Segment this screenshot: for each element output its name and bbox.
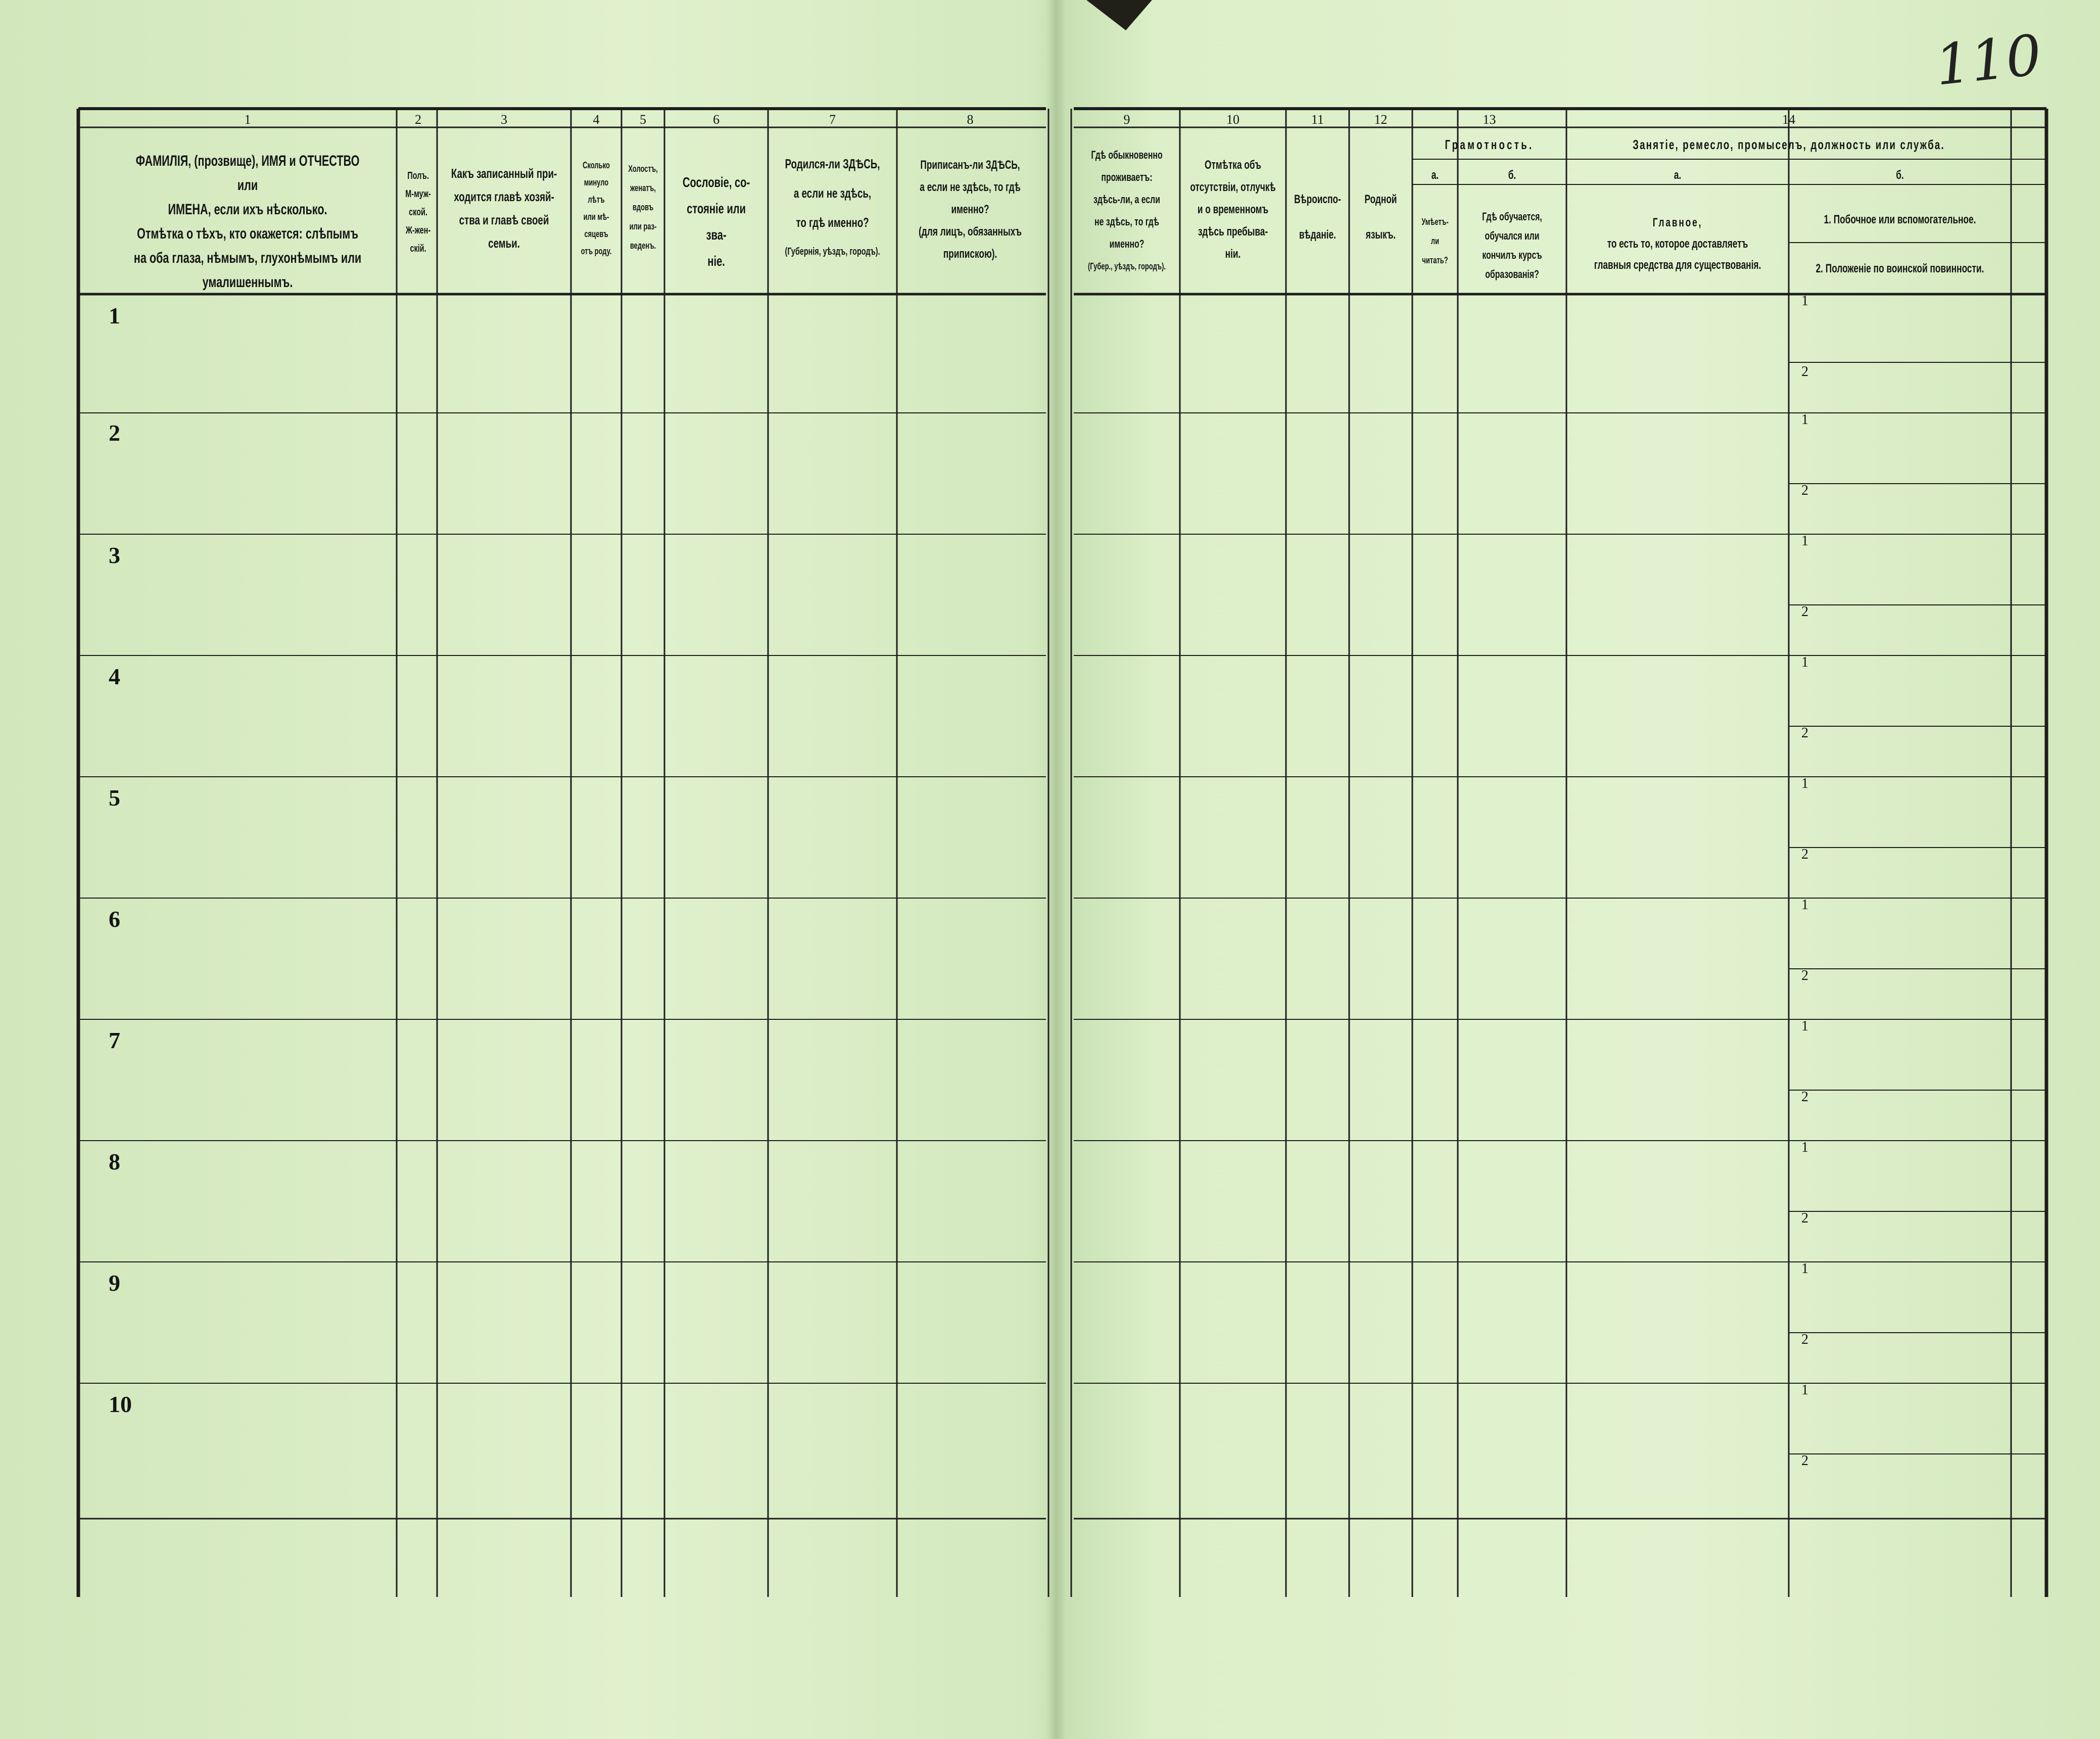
colnum-12: 12 [1374,112,1388,127]
header-col14a: а. [1674,168,1682,182]
colnum-6: 6 [713,112,720,127]
header-col2: Полъ. М-муж- ской. Ж-жен- скій. [405,170,431,254]
colnum-14: 14 [1782,112,1795,127]
sub-number-2: 2 [1801,364,1808,380]
header-col13a-text: Умѣетъ- ли читать? [1421,217,1449,265]
sub-number-1: 1 [1801,1018,1808,1034]
sub-number-2: 2 [1801,847,1808,862]
sub-number-1: 1 [1801,1382,1808,1398]
header-col6: Сословіе, со- стояніе или зва- ніе. [682,174,750,269]
sub-number-2: 2 [1801,968,1808,983]
colnum-8: 8 [967,112,974,127]
header-col4: Сколько минуло лѣтъ или мѣ- сяцевъ отъ роду. [581,160,612,256]
colnum-4: 4 [593,112,600,127]
colnum-11: 11 [1311,112,1324,127]
header-col11: Вѣроиспо- вѣданіе. [1294,193,1341,242]
sub-number-2: 2 [1801,1210,1808,1226]
header-col1: ФАМИЛІЯ, (прозвище), ИМЯ и ОТЧЕСТВО или ИМЕНА, если ихъ нѣсколько. Отмѣтка о тѣхъ, кто окажется: слѣпымъ на оба глаза, нѣмымъ, глухонѣмымъ или умалишеннымъ. [133,153,362,291]
sub-number-2: 2 [1801,725,1808,741]
sub-number-1: 1 [1801,412,1808,428]
sub-number-1: 1 [1801,1140,1808,1155]
header-col14b: б. [1896,168,1904,182]
row-number: 3 [109,542,120,568]
header-col12: Родной языкъ. [1364,193,1397,242]
sub-number-1: 1 [1801,776,1808,791]
handwritten-page-number: 110 [1932,22,2045,98]
header-col14b-1: 1. Побочное или вспомогательное. [1824,213,1976,226]
header-col14b-2: 2. Положеніе по воинской повинности. [1816,262,1984,275]
sub-number-2: 2 [1801,483,1808,498]
header-col13b: б. [1508,168,1516,182]
row-number: 9 [109,1270,120,1296]
header-col14: Занятіе, ремесло, промыселъ, должность или служба. [1633,137,1945,152]
row-number: 2 [109,420,120,446]
colnum-5: 5 [640,112,646,127]
colnum-9: 9 [1123,112,1130,127]
colnum-10: 10 [1226,112,1239,127]
header-col7: Родился-ли ЗДѢСЬ, а если не здѣсь, то гдѣ именно? (Губернія, уѣздъ, городъ). [785,156,880,257]
sub-number-2: 2 [1801,1332,1808,1347]
colnum-3: 3 [501,112,507,127]
row-number: 7 [109,1027,120,1053]
header-col9: Гдѣ обыкновенно проживаетъ: здѣсь-ли, а если не здѣсь, то гдѣ именно? (Губер., уѣздъ, городъ). [1087,149,1166,271]
sub-number-2: 2 [1801,604,1808,620]
header-col14a-text: Главное, то есть то, которое доставляетъ главныя средства для существованія. [1594,216,1761,272]
row-number: 10 [109,1391,132,1417]
colnum-1: 1 [244,112,251,127]
header-col8: Приписанъ-ли ЗДѢСЬ, а если не здѣсь, то гдѣ именно? (для лицъ, обязанныхъ припискою). [919,158,1022,261]
header-col13: Грамотность. [1445,137,1534,152]
header-col13b-text: Гдѣ обучается, обучался или кончилъ курсъ образованія? [1482,210,1542,280]
colnum-7: 7 [829,112,836,127]
header-col10: Отмѣтка объ отсутствіи, отлучкѣ и о временномъ здѣсь пребыва- ніи. [1190,158,1276,261]
colnum-13: 13 [1483,112,1496,127]
sub-number-2: 2 [1801,1453,1808,1469]
row-number: 4 [109,664,120,689]
sub-number-1: 1 [1801,654,1808,670]
header-col13a: а. [1431,168,1439,182]
row-number: 8 [109,1149,120,1174]
sub-number-1: 1 [1801,533,1808,549]
sub-number-1: 1 [1801,897,1808,913]
sub-number-2: 2 [1801,1089,1808,1105]
header-col3: Какъ записанный при- ходится главѣ хозяй- ства и главѣ своей семьи. [451,166,557,251]
row-number: 5 [109,785,120,811]
header-col5: Холостъ, женатъ, вдовъ или раз- веденъ. [628,164,658,251]
sub-number-1: 1 [1801,293,1808,309]
row-number: 1 [109,303,120,328]
colnum-2: 2 [415,112,421,127]
row-number: 6 [109,906,120,932]
sub-number-1: 1 [1801,1261,1808,1277]
